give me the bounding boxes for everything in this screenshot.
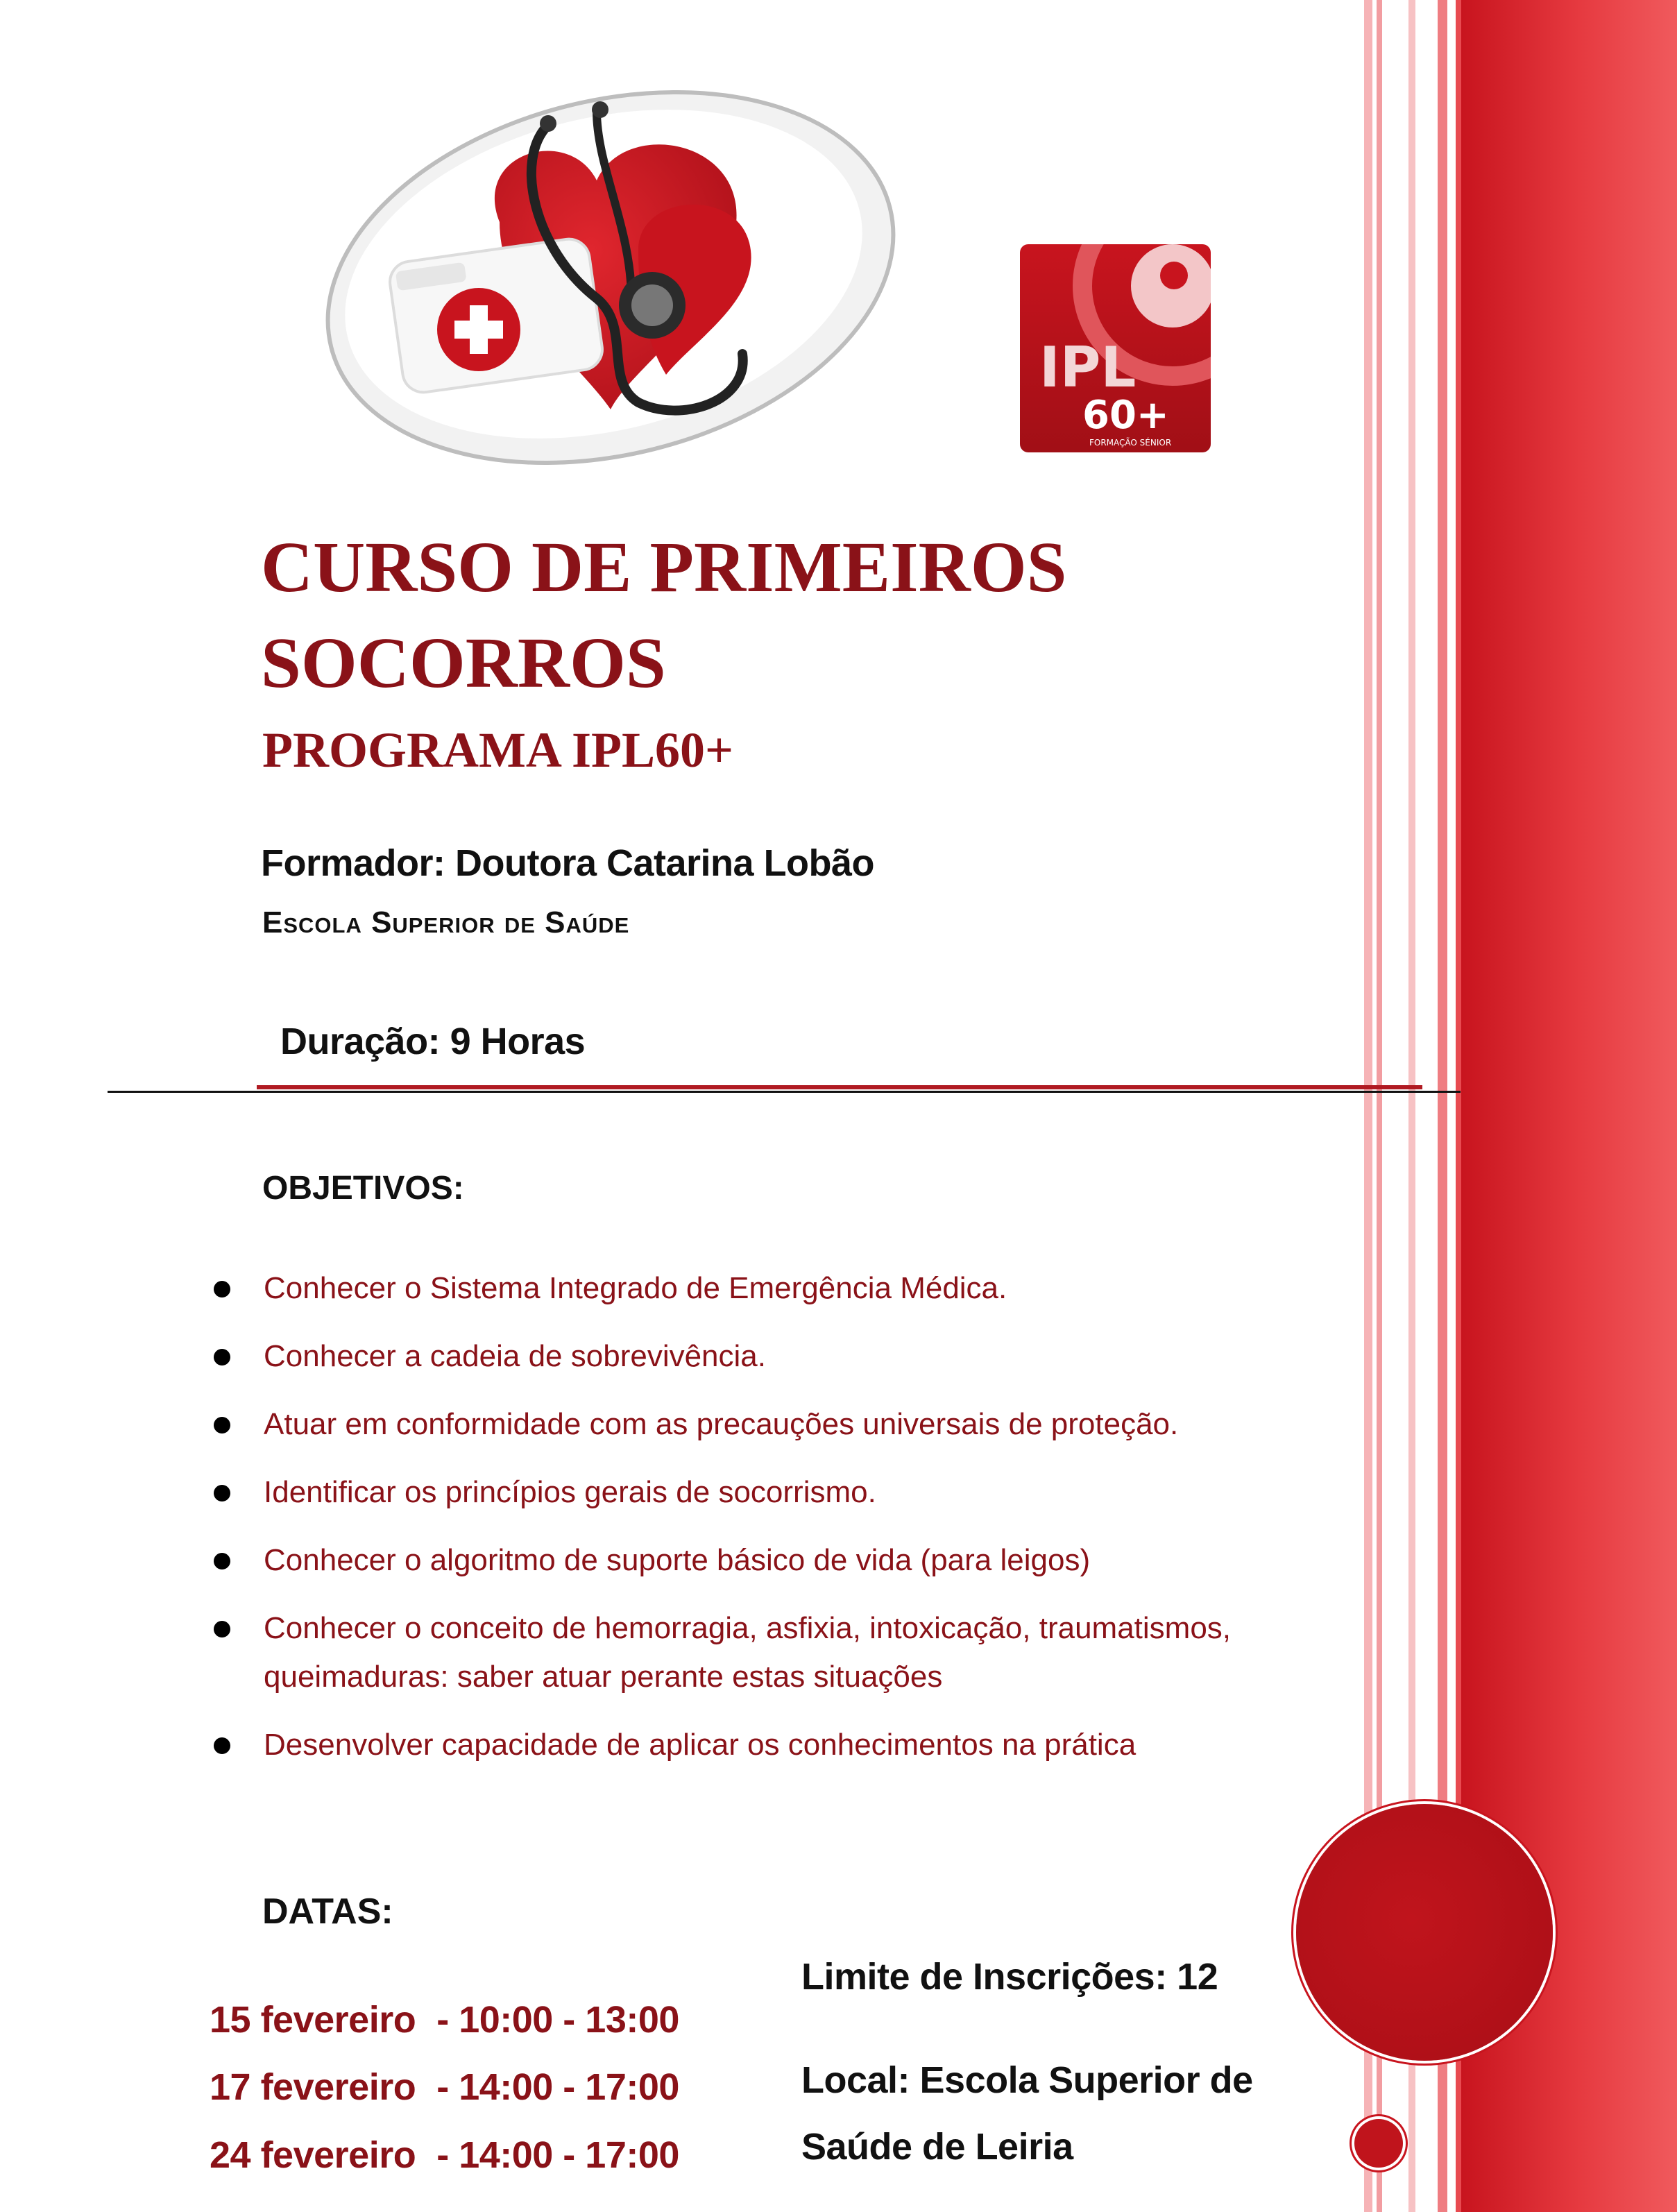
objective-text: Desenvolver capacidade de aplicar os conhecimentos na prática <box>264 1728 1137 1762</box>
school-name: Escola Superior de Saúde <box>262 905 630 939</box>
bullet-icon <box>214 1553 230 1569</box>
date-day: 24 fevereiro <box>210 2134 416 2176</box>
list-item <box>208 1400 1332 1449</box>
course-location: Local: Escola Superior de Saúde de Leiria <box>801 2059 1253 2168</box>
date-time: - 10:00 - 13:00 <box>436 1999 679 2041</box>
objective-text: Conhecer a cadeia de sobrevivência. <box>264 1339 767 1373</box>
objective-text: Identificar os princípios gerais de socorrismo. <box>264 1475 876 1509</box>
date-row <box>210 2134 679 2177</box>
program-subtitle: PROGRAMA IPL60+ <box>262 722 734 778</box>
objective-text: Atuar em conformidade com as precauções universais de proteção. <box>264 1407 1179 1441</box>
date-time: - 14:00 - 17:00 <box>436 2134 679 2176</box>
section-divider <box>108 1091 1461 1093</box>
date-row <box>210 2066 679 2109</box>
trainer-info: Formador: Doutora Catarina Lobão <box>261 842 875 884</box>
list-item <box>208 1468 1332 1517</box>
objectives-heading: OBJETIVOS: <box>262 1170 464 1207</box>
date-day: 17 fevereiro <box>210 2066 416 2108</box>
logo-60-text: 60+ <box>1082 393 1169 438</box>
list-item <box>208 1721 1332 1769</box>
bullet-icon <box>214 1417 230 1433</box>
first-aid-illustration <box>305 76 916 472</box>
bullet-icon <box>214 1737 230 1754</box>
date-time: - 14:00 - 17:00 <box>436 2066 679 2108</box>
bullet-icon <box>214 1485 230 1501</box>
ipl60-logo-mark <box>1020 244 1211 452</box>
date-day: 15 fevereiro <box>210 1999 416 2041</box>
decorative-large-circle <box>1296 1804 1553 2061</box>
bullet-icon <box>214 1281 230 1298</box>
decorative-small-circle <box>1354 2119 1403 2168</box>
page-title-line-2: SOCORROS <box>261 623 666 703</box>
registration-limit: Limite de Inscrições: 12 <box>801 1956 1218 1998</box>
bullet-icon <box>214 1621 230 1637</box>
objectives-list <box>208 1264 1332 1789</box>
list-item <box>208 1536 1332 1585</box>
course-duration: Duração: 9 Horas <box>280 1021 586 1062</box>
ipl60-logo <box>1020 244 1211 452</box>
bullet-icon <box>214 1349 230 1366</box>
dates-heading: DATAS: <box>262 1891 393 1932</box>
logo-ipl-text: IPL <box>1039 335 1137 400</box>
page-title-line-1: CURSO DE PRIMEIROS <box>261 527 1067 607</box>
section-divider-red <box>257 1085 1422 1089</box>
list-item <box>208 1332 1332 1381</box>
objective-text: Conhecer o Sistema Integrado de Emergência Médica. <box>264 1271 1007 1305</box>
date-row <box>210 1998 679 2041</box>
objective-text: Conhecer o conceito de hemorragia, asfixia, intoxicação, traumatismos, queimaduras: saber atuar perante estas situações <box>264 1611 1232 1694</box>
objective-text: Conhecer o algoritmo de suporte básico de vida (para leigos) <box>264 1543 1091 1577</box>
logo-caption: FORMAÇÃO SÉNIOR <box>1089 438 1172 448</box>
list-item <box>208 1264 1332 1313</box>
list-item <box>208 1604 1332 1701</box>
